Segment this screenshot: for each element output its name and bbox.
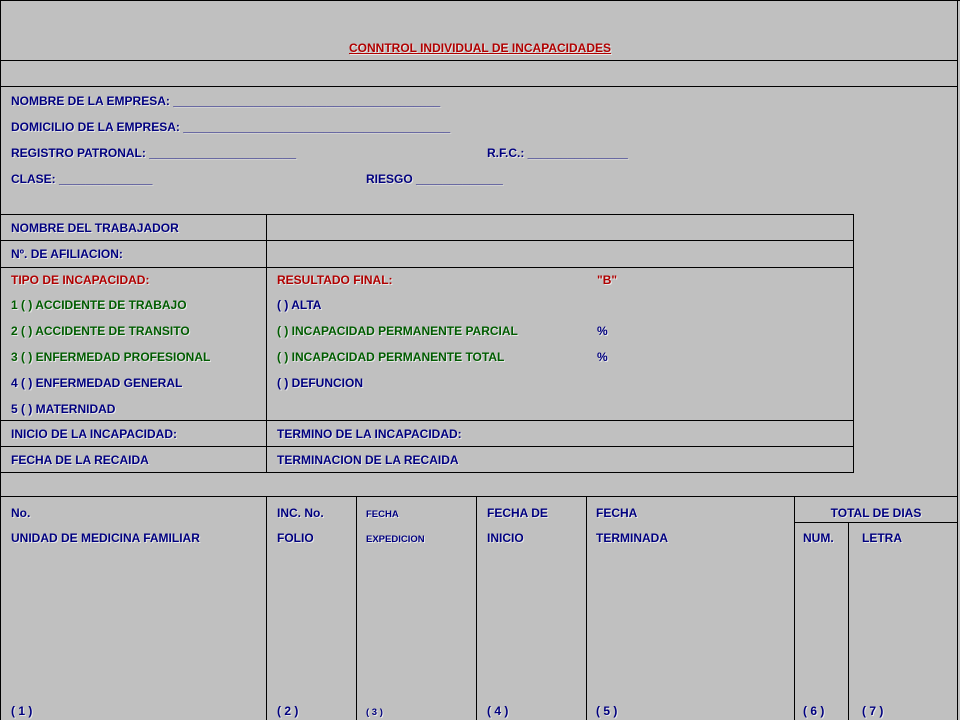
rule-empresa-top	[0, 86, 958, 87]
col-letra-header: LETRA	[862, 531, 902, 545]
riesgo-field[interactable]: RIESGO _____________	[366, 172, 503, 186]
frame-top	[0, 0, 960, 1]
col-line-4	[586, 496, 587, 720]
col-expedicion-header: EXPEDICION	[366, 534, 425, 545]
rule-title-bottom	[0, 60, 958, 61]
rule-total-dias-bottom	[794, 522, 958, 523]
tipo-option-enfermedad-profesional[interactable]: 3 ( ) ENFERMEDAD PROFESIONAL	[11, 350, 211, 364]
inicio-input-cell[interactable]	[480, 552, 582, 692]
col-number-1: ( 1 )	[11, 704, 33, 718]
umf-input-cell[interactable]	[4, 552, 262, 692]
rule-afiliacion-top	[0, 240, 854, 241]
frame-right	[957, 0, 958, 720]
col-total-dias-header: TOTAL DE DIAS	[830, 506, 922, 520]
registro-patronal-field[interactable]: REGISTRO PATRONAL: ______________________	[11, 146, 297, 160]
rfc-field[interactable]: R.F.C.: _______________	[487, 146, 628, 160]
col-terminada-header: TERMINADA	[596, 531, 668, 545]
fecha-recaida-label: FECHA DE LA RECAIDA	[11, 453, 149, 467]
letra-input-cell[interactable]	[852, 552, 954, 692]
rule-trabajador-bottom	[0, 472, 854, 473]
resultado-option-parcial[interactable]: ( ) INCAPACIDAD PERMANENTE PARCIAL	[277, 324, 518, 338]
col-number-5: ( 5 )	[596, 704, 618, 718]
rule-recaida-top	[0, 446, 854, 447]
rule-table-top	[0, 496, 958, 497]
tipo-option-accidente-trabajo[interactable]: 1 ( ) ACCIDENTE DE TRABAJO	[11, 298, 187, 312]
col-fecha-terminada-header: FECHA	[596, 506, 638, 520]
frame-left	[0, 0, 1, 720]
col-folio-header: FOLIO	[277, 531, 314, 545]
empresa-domicilio-field[interactable]: DOMICILIO DE LA EMPRESA: ________________________________________	[11, 120, 451, 134]
num-input-cell[interactable]	[798, 552, 844, 692]
rule-inicio-top	[0, 420, 854, 421]
terminacion-recaida-label: TERMINACION DE LA RECAIDA	[277, 453, 459, 467]
rule-trabajador-top	[0, 214, 854, 215]
trabajador-nombre-label: NOMBRE DEL TRABAJADOR	[11, 221, 179, 235]
col-line-2	[356, 496, 357, 720]
afiliacion-input[interactable]	[270, 243, 850, 263]
folio-input-cell[interactable]	[270, 552, 352, 692]
rule-trabajador-mid	[266, 214, 267, 472]
empresa-nombre-field[interactable]: NOMBRE DE LA EMPRESA: ________________________________________	[11, 94, 441, 108]
col-fecha-de-header: FECHA DE	[487, 506, 548, 520]
col-line-5	[794, 496, 795, 720]
col-num-header: NUM.	[803, 531, 834, 545]
trabajador-nombre-input[interactable]	[270, 217, 850, 237]
col-number-2: ( 2 )	[277, 704, 299, 718]
col-number-6: ( 6 )	[803, 704, 825, 718]
col-fecha-header: FECHA	[366, 509, 399, 520]
rule-trabajador-right	[853, 214, 854, 472]
col-line-1	[266, 496, 267, 720]
resultado-option-alta[interactable]: ( ) ALTA	[277, 298, 322, 312]
col-inicio-header: INICIO	[487, 531, 524, 545]
col-line-3	[476, 496, 477, 720]
afiliacion-label: Nº. DE AFILIACION:	[11, 247, 123, 261]
tipo-option-accidente-transito[interactable]: 2 ( ) ACCIDENTE DE TRANSITO	[11, 324, 190, 338]
termino-incapacidad-label: TERMINO DE LA INCAPACIDAD:	[277, 427, 462, 441]
parcial-percent: %	[597, 324, 608, 338]
col-no-header: No.	[11, 506, 31, 520]
expedicion-input-cell[interactable]	[360, 552, 472, 692]
col-number-4: ( 4 )	[487, 704, 509, 718]
tipo-option-maternidad[interactable]: 5 ( ) MATERNIDAD	[11, 402, 116, 416]
col-number-7: ( 7 )	[862, 704, 884, 718]
total-percent: %	[597, 350, 608, 364]
rule-tipo-top	[0, 267, 854, 268]
inicio-incapacidad-label: INICIO DE LA INCAPACIDAD:	[11, 427, 177, 441]
col-line-6	[848, 522, 849, 720]
clase-field[interactable]: CLASE: ______________	[11, 172, 153, 186]
form-title: CONNTROL INDIVIDUAL DE INCAPACIDADES	[348, 41, 611, 55]
resultado-b-label: "B"	[597, 273, 618, 287]
resultado-final-label: RESULTADO FINAL:	[277, 273, 393, 287]
terminada-input-cell[interactable]	[590, 552, 790, 692]
tipo-incapacidad-label: TIPO DE INCAPACIDAD:	[11, 273, 150, 287]
col-inc-no-header: INC. No.	[277, 506, 324, 520]
col-number-3: ( 3 )	[366, 707, 383, 718]
col-umf-header: UNIDAD DE MEDICINA FAMILIAR	[11, 531, 200, 545]
tipo-option-enfermedad-general[interactable]: 4 ( ) ENFERMEDAD GENERAL	[11, 376, 183, 390]
resultado-option-total[interactable]: ( ) INCAPACIDAD PERMANENTE TOTAL	[277, 350, 505, 364]
resultado-option-defuncion[interactable]: ( ) DEFUNCION	[277, 376, 363, 390]
